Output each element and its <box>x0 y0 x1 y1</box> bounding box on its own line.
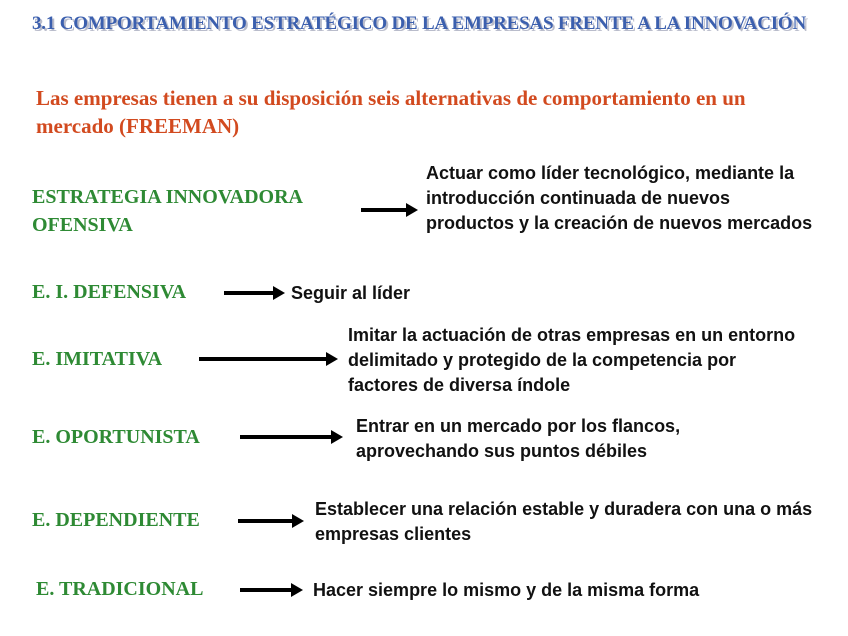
strategy-imitativa: E. IMITATIVA <box>32 348 163 370</box>
strategy-oportunista: E. OPORTUNISTA <box>32 426 200 448</box>
description-tradicional: Hacer siempre lo mismo y de la misma forma <box>313 580 700 600</box>
arrow-ofensiva <box>361 208 407 212</box>
arrow-tradicional <box>240 588 292 592</box>
description-imitativa: Imitar la actuación de otras empresas en un entorno delimitado y protegido de la competencia por factores de diversa índole <box>348 325 796 395</box>
description-dependiente: Establecer una relación estable y duradera con una o más empresas clientes <box>315 499 813 544</box>
strategy-tradicional: E. TRADICIONAL <box>36 578 204 600</box>
description-defensiva: Seguir al líder <box>291 283 411 303</box>
strategy-ofensiva: ESTRATEGIA INNOVADORA OFENSIVA <box>32 186 302 236</box>
arrow-imitativa <box>199 357 327 361</box>
description-ofensiva: Actuar como líder tecnológico, mediante la introducción continuada de nuevos productos y la creación de nuevos mercados <box>426 163 813 233</box>
strategy-defensiva: E. I. DEFENSIVA <box>32 281 187 303</box>
arrow-oportunista <box>240 435 332 439</box>
strategy-dependiente: E. DEPENDIENTE <box>32 509 200 531</box>
arrow-dependiente <box>238 519 293 523</box>
slide-title: 3.1 COMPORTAMIENTO ESTRATÉGICO DE LA EMPRESAS FRENTE A LA INNOVACIÓN <box>32 13 807 34</box>
description-oportunista: Entrar en un mercado por los flancos, aprovechando sus puntos débiles <box>356 416 681 461</box>
slide-subtitle: Las empresas tienen a su disposición seis alternativas de comportamiento en un mercado (FREEMAN) <box>36 86 746 138</box>
arrow-defensiva <box>224 291 274 295</box>
